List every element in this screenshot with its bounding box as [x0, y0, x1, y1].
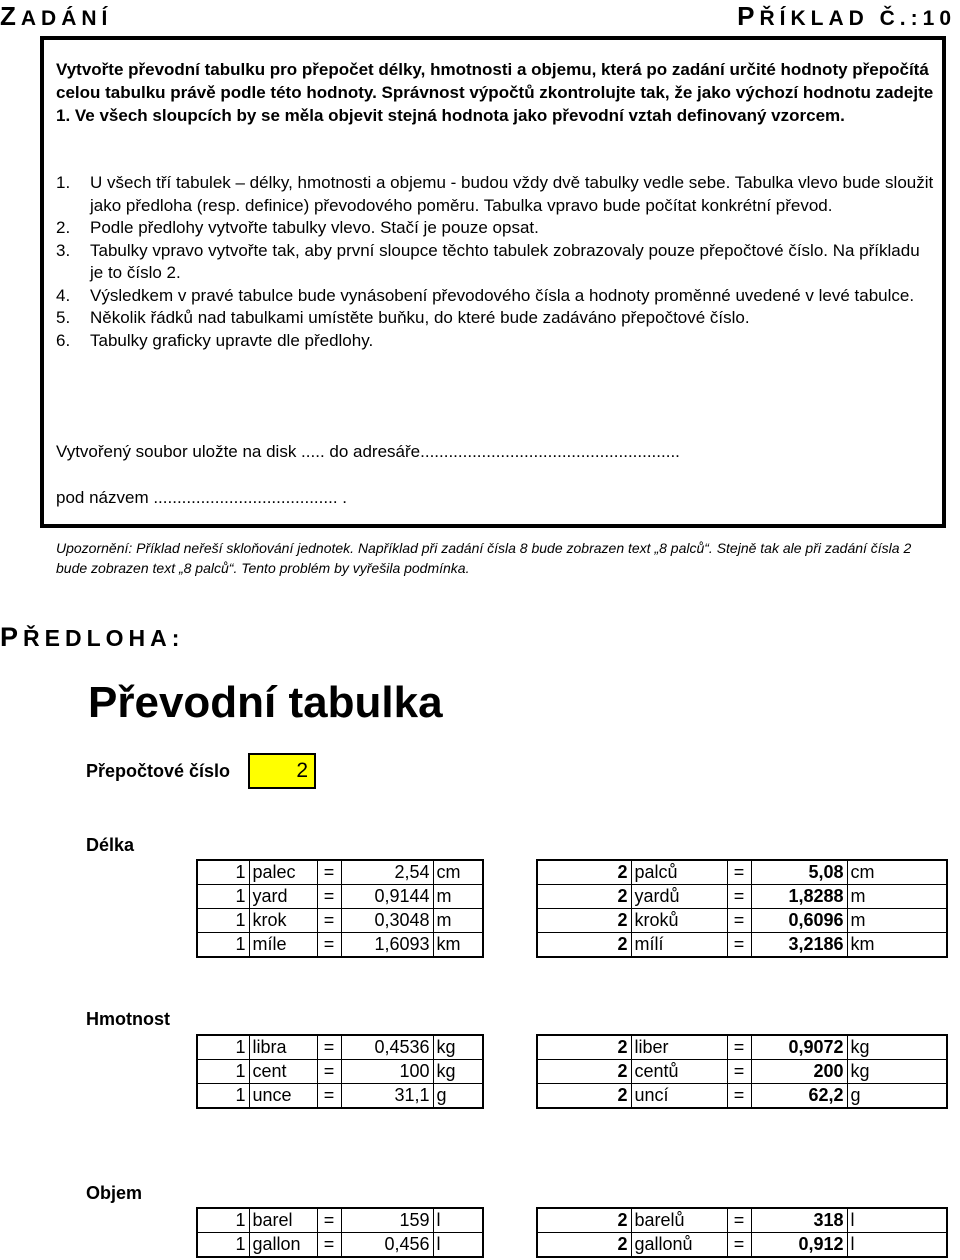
task-intro: Vytvořte převodní tabulku pro přepočet délky, hmotnosti a objemu, která po zadání určité hodnoty přepočítá celou tabulku právě podle této hodnoty. Správnost výpočtů zkontrolujte tak, že jako výchozí hodnotu zadejte 1. Ve všech sloupcích by se měla objevit stejná hodnota jako převodní vztah definovaný vzorcem.: [56, 60, 934, 125]
unit-name-cell[interactable]: cent: [249, 1060, 317, 1084]
count-cell[interactable]: 2: [537, 1060, 631, 1084]
equals-cell[interactable]: =: [727, 933, 751, 958]
unit-name-cell[interactable]: gallonů: [631, 1233, 727, 1258]
step-number: 6.: [56, 330, 71, 350]
value-cell[interactable]: 200: [751, 1060, 847, 1084]
table-row: [197, 1208, 483, 1233]
warning-note: Upozornění: Příklad neřeší skloňování jednotek. Například při zadání čísla 8 bude zobrazen text „8 palců“. Stejně tak ale při zadání čísla 2 bude zobrazen text „8 palců“. Tento problém by vyřešila podmínka.: [56, 540, 912, 576]
count-cell[interactable]: 1: [197, 860, 249, 885]
unit-cell[interactable]: km: [433, 933, 483, 958]
equals-cell[interactable]: =: [317, 933, 341, 958]
table-row: [537, 1233, 947, 1258]
step-text: U všech tří tabulek – délky, hmotnosti a objemu - budou vždy dvě tabulky vedle sebe. Tabulka vlevo bude sloužit jako předloha (resp. definice) převodového poměru. Tabulka vpravo bude počítat konkrétní převod.: [90, 173, 934, 215]
table-row: [197, 933, 483, 958]
equals-cell[interactable]: =: [727, 909, 751, 933]
count-cell[interactable]: 1: [197, 933, 249, 958]
unit-cell[interactable]: cm: [847, 860, 947, 885]
equals-cell[interactable]: =: [727, 860, 751, 885]
unit-cell[interactable]: m: [433, 885, 483, 909]
step-text: Výsledkem v pravé tabulce bude vynásobení převodového čísla a hodnoty proměnné uvedené v levé tabulce.: [90, 285, 915, 305]
count-cell[interactable]: 2: [537, 1208, 631, 1233]
step-number: 1.: [56, 173, 71, 192]
value-cell[interactable]: 2,54: [341, 860, 433, 885]
count-cell[interactable]: 2: [537, 933, 631, 958]
equals-cell[interactable]: =: [727, 1060, 751, 1084]
volume-template-table: [196, 1207, 484, 1258]
unit-cell[interactable]: l: [433, 1208, 483, 1233]
unit-name-cell[interactable]: uncí: [631, 1084, 727, 1109]
unit-name-cell[interactable]: kroků: [631, 909, 727, 933]
table-row: [197, 1060, 483, 1084]
equals-cell[interactable]: =: [727, 1035, 751, 1060]
unit-cell[interactable]: l: [847, 1233, 947, 1258]
header-left: [0, 0, 112, 35]
table-row: [197, 1035, 483, 1060]
task-step: [56, 217, 936, 240]
table-row: [537, 1060, 947, 1084]
value-cell[interactable]: 0,9144: [341, 885, 433, 909]
unit-name-cell[interactable]: mílí: [631, 933, 727, 958]
header-right-cap: P: [737, 1, 760, 31]
task-step: [56, 307, 936, 330]
count-cell[interactable]: 2: [537, 1035, 631, 1060]
table-row: [537, 1084, 947, 1109]
equals-cell[interactable]: =: [317, 885, 341, 909]
value-cell[interactable]: 0,9072: [751, 1035, 847, 1060]
table-row: [537, 1208, 947, 1233]
unit-cell[interactable]: kg: [847, 1060, 947, 1084]
count-cell[interactable]: 1: [197, 885, 249, 909]
step-number: 2.: [56, 218, 71, 237]
template-heading-rest: ŘEDLOHA:: [23, 625, 185, 651]
table-row: [197, 1233, 483, 1258]
count-cell[interactable]: 2: [537, 1084, 631, 1109]
task-step: [56, 240, 936, 285]
task-step: [56, 285, 936, 308]
equals-cell[interactable]: =: [727, 1084, 751, 1109]
value-cell[interactable]: 31,1: [341, 1084, 433, 1109]
weight-template-table: [196, 1034, 484, 1109]
table-row: [537, 933, 947, 958]
table-row: [197, 1084, 483, 1109]
table-row: [537, 909, 947, 933]
equals-cell[interactable]: =: [317, 1084, 341, 1109]
task-steps: [56, 172, 936, 352]
equals-cell[interactable]: =: [317, 1035, 341, 1060]
unit-name-cell[interactable]: yard: [249, 885, 317, 909]
length-result-table: [536, 859, 948, 958]
count-cell[interactable]: 2: [537, 909, 631, 933]
unit-cell[interactable]: l: [433, 1233, 483, 1258]
save-instruction-directory: Vytvořený soubor uložte na disk ..... do adresáře.......................................................: [56, 442, 680, 461]
factor-input-cell[interactable]: 2: [248, 753, 316, 789]
value-cell[interactable]: 3,2186: [751, 933, 847, 958]
equals-cell[interactable]: =: [317, 1233, 341, 1258]
count-cell[interactable]: 1: [197, 1084, 249, 1109]
length-template-table: [196, 859, 484, 958]
unit-cell[interactable]: kg: [433, 1060, 483, 1084]
equals-cell[interactable]: =: [727, 1233, 751, 1258]
volume-section-label: Objem: [86, 1183, 143, 1203]
unit-cell[interactable]: m: [847, 885, 947, 909]
value-cell[interactable]: 0,4536: [341, 1035, 433, 1060]
header-right: [737, 0, 956, 35]
unit-name-cell[interactable]: palec: [249, 860, 317, 885]
unit-name-cell[interactable]: liber: [631, 1035, 727, 1060]
equals-cell[interactable]: =: [317, 909, 341, 933]
step-number: 3.: [56, 240, 71, 260]
table-row: [197, 885, 483, 909]
page-title: Převodní tabulka: [88, 678, 443, 727]
unit-cell[interactable]: g: [433, 1084, 483, 1109]
value-cell[interactable]: 5,08: [751, 860, 847, 885]
value-cell[interactable]: 0,3048: [341, 909, 433, 933]
length-section-label: Délka: [86, 835, 135, 855]
weight-section-label: Hmotnost: [86, 1009, 170, 1029]
factor-label: Přepočtové číslo: [86, 761, 231, 781]
count-cell[interactable]: 2: [537, 860, 631, 885]
unit-cell[interactable]: kg: [847, 1035, 947, 1060]
equals-cell[interactable]: =: [317, 1208, 341, 1233]
equals-cell[interactable]: =: [317, 1060, 341, 1084]
count-cell[interactable]: 1: [197, 909, 249, 933]
table-row: [197, 860, 483, 885]
table-row: [537, 1035, 947, 1060]
template-heading: [0, 622, 184, 653]
table-row: [537, 860, 947, 885]
step-number: 4.: [56, 285, 71, 305]
unit-name-cell[interactable]: centů: [631, 1060, 727, 1084]
count-cell[interactable]: 1: [197, 1035, 249, 1060]
equals-cell[interactable]: =: [727, 885, 751, 909]
weight-result-table: [536, 1034, 948, 1109]
unit-cell[interactable]: l: [847, 1208, 947, 1233]
table-row: [537, 885, 947, 909]
count-cell[interactable]: 1: [197, 1233, 249, 1258]
unit-name-cell[interactable]: barel: [249, 1208, 317, 1233]
unit-name-cell[interactable]: yardů: [631, 885, 727, 909]
unit-name-cell[interactable]: barelů: [631, 1208, 727, 1233]
count-cell[interactable]: 1: [197, 1060, 249, 1084]
header-left-rest: ADÁNÍ: [20, 7, 113, 30]
value-cell[interactable]: 62,2: [751, 1084, 847, 1109]
value-cell[interactable]: 159: [341, 1208, 433, 1233]
unit-name-cell[interactable]: míle: [249, 933, 317, 958]
task-step: [56, 330, 936, 353]
unit-name-cell[interactable]: krok: [249, 909, 317, 933]
volume-result-table: [536, 1207, 948, 1258]
step-text: Podle předlohy vytvořte tabulky vlevo. Stačí je pouze opsat.: [90, 218, 539, 237]
unit-name-cell[interactable]: gallon: [249, 1233, 317, 1258]
table-row: [197, 909, 483, 933]
unit-name-cell[interactable]: palců: [631, 860, 727, 885]
task-step: [56, 172, 936, 217]
equals-cell[interactable]: =: [727, 1208, 751, 1233]
value-cell[interactable]: 0,912: [751, 1233, 847, 1258]
equals-cell[interactable]: =: [317, 860, 341, 885]
step-number: 5.: [56, 308, 71, 327]
step-text: Tabulky graficky upravte dle předlohy.: [90, 330, 374, 350]
count-cell[interactable]: 1: [197, 1208, 249, 1233]
step-text: Několik řádků nad tabulkami umístěte buňku, do které bude zadáváno přepočtové číslo.: [90, 308, 750, 327]
count-cell[interactable]: 2: [537, 885, 631, 909]
header-left-cap: Z: [0, 1, 21, 31]
unit-cell[interactable]: m: [847, 909, 947, 933]
unit-cell[interactable]: km: [847, 933, 947, 958]
unit-cell[interactable]: g: [847, 1084, 947, 1109]
step-text: Tabulky vpravo vytvořte tak, aby první sloupce těchto tabulek zobrazovaly pouze přepočtové číslo. Na příkladu je to číslo 2.: [90, 240, 920, 282]
save-instruction-filename: pod názvem ....................................... .: [56, 488, 347, 507]
value-cell[interactable]: 0,456: [341, 1233, 433, 1258]
value-cell[interactable]: 0,6096: [751, 909, 847, 933]
value-cell[interactable]: 1,6093: [341, 933, 433, 958]
unit-cell[interactable]: m: [433, 909, 483, 933]
unit-name-cell[interactable]: libra: [249, 1035, 317, 1060]
unit-cell[interactable]: kg: [433, 1035, 483, 1060]
header-right-rest: ŘÍKLAD Č.:10: [759, 7, 956, 30]
unit-name-cell[interactable]: unce: [249, 1084, 317, 1109]
unit-cell[interactable]: cm: [433, 860, 483, 885]
count-cell[interactable]: 2: [537, 1233, 631, 1258]
value-cell[interactable]: 1,8288: [751, 885, 847, 909]
value-cell[interactable]: 318: [751, 1208, 847, 1233]
template-heading-cap: P: [0, 622, 24, 652]
value-cell[interactable]: 100: [341, 1060, 433, 1084]
